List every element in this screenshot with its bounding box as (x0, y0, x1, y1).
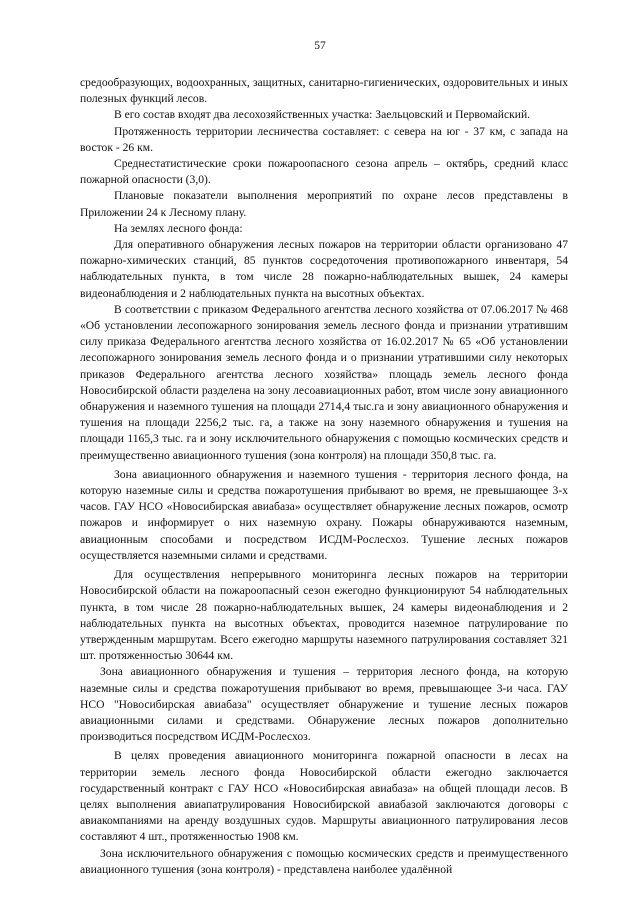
paragraph-planned-indicators: Плановые показатели выполнения мероприятий по охране лесов представлены в Приложении 24 к Лесному плану. (80, 189, 568, 219)
document-body (80, 75, 568, 878)
paragraph-aviation-ground-zone: Зона авиационного обнаружения и наземного тушения - территория лесного фонда, на которую наземные силы и средства пожаротушения прибывают во время, не превышающее 3-х часов. ГАУ НСО «Новосибирская авиабаза» осуществляет обнаружение лесных пожаров, осмотр пожаров и информирует о них наземную охрану. Пожары обнаруживаются наземным, авиационным способами и посредством ИСДМ-Рослесхоз. Тушение лесных пожаров осуществляется наземными силами и средствами. (80, 467, 568, 562)
paragraph-territory-length: Протяженность территории лесничества составляет: с севера на юг - 37 км, с запада на восток - 26 км. (80, 124, 568, 154)
paragraph-order-468: В соответствии с приказом Федерального агентства лесного хозяйства от 07.06.2017 № 468 «Об установлении лесопожарного зонирования земель лесного фонда и признании утратившим силу приказа Федерального агентства лесного хозяйства от 16.02.2017 № 65 «Об установлении лесопожарного зонирования земель лесного фонда и о признании утратившими силу некоторых приказов Федерального агентства лесного хозяйства» площадь земель лесного фонда Новосибирской области разделена на зону лесоавиационных работ, втом числе зону авиационного обнаружения и наземного тушения на площади 2714,4 тыс.га и зону авиационного обнаружения и тушения на площади 2256,2 тыс. га, а также на зону наземного обнаружения и тушения на площади 1165,3 тыс. га и зону исключительного обнаружения с помощью космических средств и преимущественно авиационного тушения (зона контроля) на площади 350,8 тыс. га. (80, 302, 568, 462)
paragraph-continuous-monitoring: Для осуществления непрерывного мониторинга лесных пожаров на территории Новосибирской области на пожароопасный сезон ежегодно функционируют 54 наблюдательных пункта, в том числе 28 пожарно-наблюдательных вышек, 24 камеры видеонаблюдения и 2 наблюдательных пункта на высотных объектах, проводится наземное патрулирование по утвержденным маршрутам. Всего ежегодно маршруты наземного патрулирования составляет 321 шт. протяженностью 30644 км. (80, 568, 568, 663)
paragraph-exclusive-detection-zone: Зона исключительного обнаружения с помощью космических средств и преимущественного авиационного тушения (зона контроля) - представлена наиболее удалённой (80, 846, 568, 876)
page-number: 57 (314, 40, 326, 52)
paragraph-aviation-monitoring: В целях проведения авиационного мониторинга пожарной опасности в лесах на территории земель лесного фонда Новосибирской области ежегодно заключается государственный контракт с ГАУ НСО «Новосибирская авиабаза» на общей площади лесов. В целях выполнения авиапатрулирования Новосибирской авиабазой заключаются договоры с авиакомпаниями на аренду воздушных судов. Маршруты авиационного патрулирования лесов составляют 4 шт., протяженностью 1908 км. (80, 749, 568, 844)
paragraph-operational-detection: Для оперативного обнаружения лесных пожаров на территории области организовано 47 пожарно-химических станций, 85 пунктов сосредоточения противопожарного инвентаря, 54 наблюдательных пункта, в том числе 28 пожарно-наблюдательных вышек, 24 камеры видеонаблюдения и 2 наблюдательных пункта на высотных объектах. (80, 238, 568, 300)
paragraph-forest-lands: На землях лесного фонда: (114, 221, 243, 235)
paragraph-aviation-detection-zone: Зона авиационного обнаружения и тушения – территория лесного фонда, на которую наземные силы и средства пожаротушения прибывают во время, превышающее 3-и часа. ГАУ НСО "Новосибирская авиабаза" осуществляет обнаружение и тушение лесных пожаров авиационными силами и средствами. Обнаружение лесных пожаров дополнительно производиться посредством ИСДМ-Рослесхоз. (80, 665, 568, 744)
paragraph-forestry-sections: В его состав входят два лесохозяйственных участка: Заельцовский и Первомайский. (114, 108, 531, 122)
paragraph-continuation: средообразующих, водоохранных, защитных, санитарно-гигиенических, оздоровительных и иных полезных функций лесов. (80, 76, 568, 106)
paragraph-fire-season: Среднестатистические сроки пожароопасного сезона апрель – октябрь, средний класс пожарной опасности (3,0). (80, 157, 568, 187)
